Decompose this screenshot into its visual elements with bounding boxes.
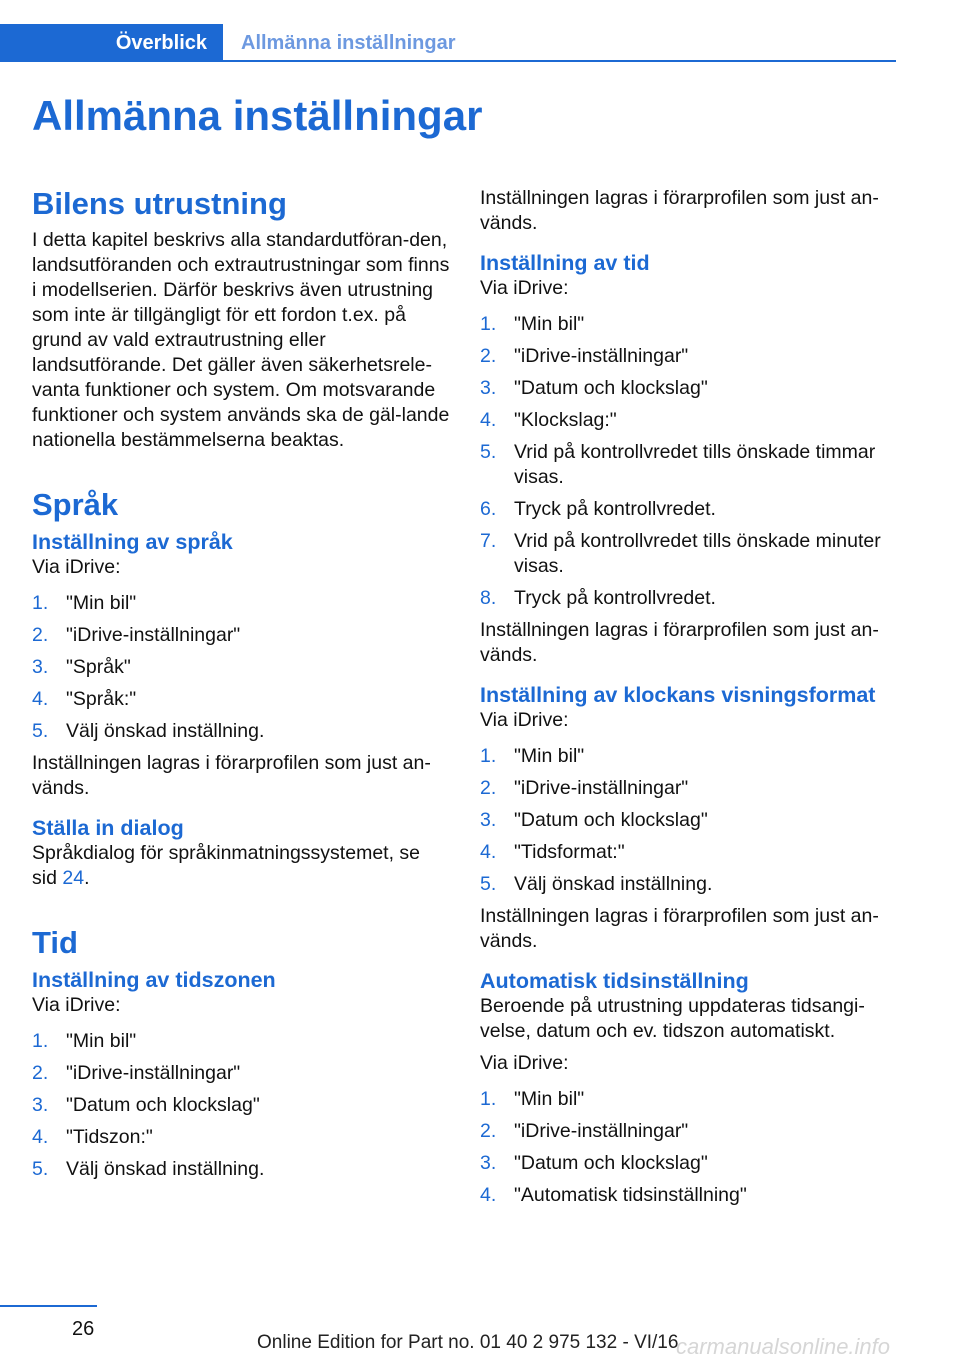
list-item-number: 1.	[480, 313, 497, 335]
list-item-text: Tryck på kontrollvredet.	[514, 587, 716, 609]
list-item-number: 2.	[32, 624, 49, 646]
subheading-time-setting: Inställning av tid	[480, 251, 650, 275]
list-item	[480, 776, 896, 801]
time-setting-intro: Via iDrive:	[480, 277, 569, 299]
list-item-text: "Min bil"	[514, 1088, 585, 1110]
list-item	[480, 376, 896, 401]
list-item-text: "Min bil"	[514, 745, 585, 767]
list-item-number: 3.	[32, 1094, 49, 1116]
list-item	[32, 655, 450, 680]
clock-format-intro: Via iDrive:	[480, 709, 569, 731]
continued-note: Inställningen lagras i förarprofilen som just an-vänds.	[480, 187, 879, 234]
language-note: Inställningen lagras i förarprofilen som just an-vänds.	[32, 752, 431, 799]
list-item	[480, 1087, 896, 1112]
list-item-text: "Datum och klockslag"	[66, 1094, 260, 1116]
list-item-number: 3.	[480, 809, 497, 831]
list-item-number: 5.	[32, 720, 49, 742]
list-item-text: "Datum och klockslag"	[514, 377, 708, 399]
auto-time-intro: Via iDrive:	[480, 1052, 569, 1074]
list-item-text: "Tidszon:"	[66, 1126, 153, 1148]
right-column	[480, 186, 896, 1215]
list-item-text: Välj önskad inställning.	[514, 873, 713, 895]
list-item-number: 7.	[480, 530, 497, 552]
dialog-text-end: .	[84, 867, 90, 889]
list-item	[32, 1157, 450, 1182]
page-number: 26	[72, 1318, 95, 1340]
list-item	[480, 440, 896, 490]
list-item-number: 4.	[480, 409, 497, 431]
list-item-number: 1.	[32, 592, 49, 614]
list-item-number: 3.	[480, 1152, 497, 1174]
list-item-text: "Min bil"	[514, 313, 585, 335]
time-setting-steps	[480, 312, 896, 611]
list-item	[480, 529, 896, 579]
list-item-text: Vrid på kontrollvredet tills önskade timmar visas.	[514, 441, 876, 488]
list-item-number: 5.	[480, 873, 497, 895]
list-item-number: 8.	[480, 587, 497, 609]
subheading-dialog: Ställa in dialog	[32, 816, 184, 840]
list-item-number: 2.	[32, 1062, 49, 1084]
list-item	[480, 872, 896, 897]
dialog-text	[32, 841, 450, 891]
section-heading-equipment: Bilens utrustning	[32, 186, 287, 221]
section-heading-language: Språk	[32, 487, 119, 522]
list-item	[480, 744, 896, 769]
list-item	[480, 1119, 896, 1144]
list-item-text: "Min bil"	[66, 1030, 137, 1052]
list-item-number: 4.	[480, 841, 497, 863]
timezone-steps	[32, 1029, 450, 1182]
list-item-text: "Språk:"	[66, 688, 137, 710]
list-item-number: 5.	[480, 441, 497, 463]
list-item	[480, 408, 896, 433]
page-title: Allmänna inställningar	[32, 92, 483, 139]
list-item-number: 1.	[480, 1088, 497, 1110]
page-link-24[interactable]: 24	[62, 867, 85, 889]
dialog-text-body: Språkdialog för språkinmatningssystemet, se sid	[32, 842, 421, 889]
list-item-number: 2.	[480, 1120, 497, 1142]
auto-time-steps	[480, 1087, 896, 1208]
subheading-auto-time: Automatisk tidsinställning	[480, 969, 749, 993]
list-item	[32, 1061, 450, 1086]
tab-overview[interactable]: Överblick	[0, 24, 223, 62]
list-item	[480, 497, 896, 522]
list-item-text: "Automatisk tidsinställning"	[514, 1184, 747, 1206]
list-item	[480, 1183, 896, 1208]
list-item-text: Välj önskad inställning.	[66, 720, 265, 742]
list-item	[32, 1029, 450, 1054]
list-item	[32, 623, 450, 648]
clock-format-note: Inställningen lagras i förarprofilen som just an-vänds.	[480, 905, 879, 952]
list-item-number: 3.	[480, 377, 497, 399]
list-item-number: 4.	[32, 688, 49, 710]
list-item-text: Vrid på kontrollvredet tills önskade minuter visas.	[514, 530, 881, 577]
header-tabbar	[0, 24, 896, 62]
list-item-text: "Språk"	[66, 656, 131, 678]
list-item-text: "iDrive-inställningar"	[514, 777, 689, 799]
list-item-text: Välj önskad inställning.	[66, 1158, 265, 1180]
list-item-number: 1.	[32, 1030, 49, 1052]
list-item-number: 1.	[480, 745, 497, 767]
list-item	[32, 1093, 450, 1118]
list-item-number: 3.	[32, 656, 49, 678]
subheading-clock-format: Inställning av klockans visningsformat	[480, 683, 876, 707]
list-item	[480, 840, 896, 865]
list-item-number: 5.	[32, 1158, 49, 1180]
list-item-number: 4.	[480, 1184, 497, 1206]
list-item	[32, 1125, 450, 1150]
list-item-text: Tryck på kontrollvredet.	[514, 498, 716, 520]
tab-underline	[223, 60, 896, 62]
language-intro: Via iDrive:	[32, 556, 121, 578]
list-item-text: "iDrive-inställningar"	[514, 1120, 689, 1142]
watermark: carmanualsonline.info	[676, 1334, 891, 1359]
language-steps	[32, 591, 450, 744]
subheading-language-setting: Inställning av språk	[32, 530, 233, 554]
list-item-text: "Klockslag:"	[514, 409, 617, 431]
list-item-number: 6.	[480, 498, 497, 520]
list-item-text: "Datum och klockslag"	[514, 809, 708, 831]
list-item-number: 4.	[32, 1126, 49, 1148]
left-column	[32, 186, 450, 1189]
edition-text: Online Edition for Part no. 01 40 2 975 132 - VI/16	[257, 1332, 679, 1353]
list-item-number: 2.	[480, 777, 497, 799]
subheading-timezone: Inställning av tidszonen	[32, 968, 276, 992]
list-item-text: "iDrive-inställningar"	[66, 1062, 241, 1084]
time-setting-note: Inställningen lagras i förarprofilen som just an-vänds.	[480, 619, 879, 666]
list-item	[480, 312, 896, 337]
list-item-text: "Tidsformat:"	[514, 841, 625, 863]
clock-format-steps	[480, 744, 896, 897]
list-item	[480, 586, 896, 611]
section-heading-time: Tid	[32, 925, 78, 960]
list-item-number: 2.	[480, 345, 497, 367]
list-item-text: "iDrive-inställningar"	[514, 345, 689, 367]
timezone-intro: Via iDrive:	[32, 994, 121, 1016]
list-item-text: "Min bil"	[66, 592, 137, 614]
list-item	[480, 808, 896, 833]
list-item	[32, 719, 450, 744]
list-item	[32, 687, 450, 712]
list-item	[32, 591, 450, 616]
footer-line	[0, 1305, 97, 1307]
equipment-body: I detta kapitel beskrivs alla standardutföran-den, landsutföranden och extrautrustningar som finns i modellserien. Därför beskrivs även utrustning som inte är tillgängligt för ett fordon t.ex. på grund av vald extrautrustning eller landsutförande. Det gäller även säkerhetsrele-vanta funktioner och system. Om motsvarande funktioner och system används ska de gäl-lande nationella bestämmelserna beaktas.	[32, 229, 450, 451]
list-item	[480, 1151, 896, 1176]
tab-general-settings[interactable]: Allmänna inställningar	[241, 31, 456, 54]
list-item-text: "Datum och klockslag"	[514, 1152, 708, 1174]
list-item	[480, 344, 896, 369]
list-item-text: "iDrive-inställningar"	[66, 624, 241, 646]
auto-time-text: Beroende på utrustning uppdateras tidsangi-velse, datum och ev. tidszon automatiskt.	[480, 995, 865, 1042]
